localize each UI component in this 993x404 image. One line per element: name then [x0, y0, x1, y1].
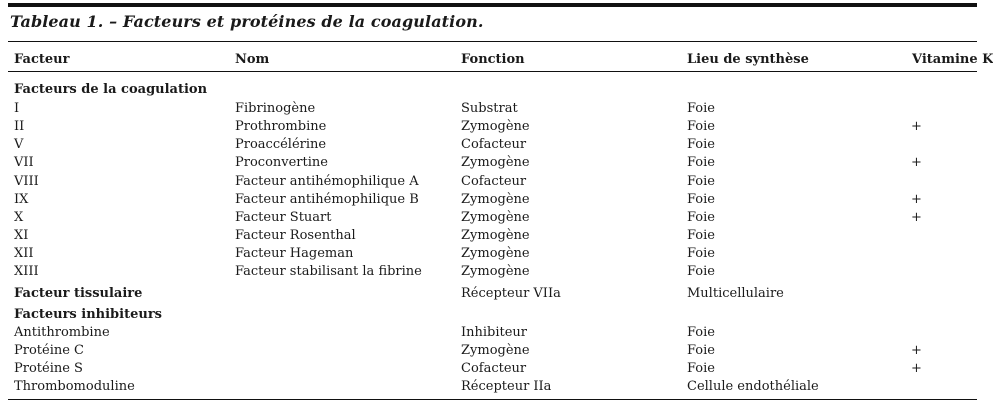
- cell-lieu: Foie: [687, 155, 715, 170]
- cell-lieu: Foie: [687, 210, 715, 225]
- top-rule: [8, 3, 977, 7]
- section-row: [0, 81, 977, 99]
- header-bottom-rule: [8, 71, 977, 72]
- cell-facteur: VIII: [14, 174, 39, 189]
- cell-nom: Facteur stabilisant la fibrine: [235, 264, 422, 279]
- cell-facteur: Antithrombine: [14, 325, 110, 340]
- cell-lieu: Foie: [687, 101, 715, 116]
- cell-vitk: +: [911, 361, 922, 376]
- table-row: [0, 360, 977, 378]
- cell-lieu: Foie: [687, 246, 715, 261]
- cell-lieu: Foie: [687, 174, 715, 189]
- cell-nom: Facteur antihémophilique A: [235, 174, 419, 189]
- section-title: Facteurs inhibiteurs: [14, 307, 162, 322]
- cell-vitk: +: [911, 192, 922, 207]
- cell-vitk: +: [911, 155, 922, 170]
- cell-fonction: Zymogène: [461, 343, 530, 358]
- cell-fonction: Substrat: [461, 101, 518, 116]
- cell-vitk: +: [911, 343, 922, 358]
- table-row: [0, 209, 977, 227]
- section-title: Facteurs de la coagulation: [14, 82, 208, 97]
- table-row: [0, 100, 977, 118]
- cell-nom: Facteur antihémophilique B: [235, 192, 419, 207]
- cell-vitk: +: [911, 210, 922, 225]
- table-row: [0, 245, 977, 263]
- cell-lieu: Foie: [687, 119, 715, 134]
- table-row: [0, 154, 977, 172]
- cell-nom: Proconvertine: [235, 155, 328, 170]
- cell-nom: Facteur Stuart: [235, 210, 332, 225]
- header-nom: Nom: [235, 52, 270, 67]
- cell-facteur: Thrombomoduline: [14, 379, 135, 394]
- cell-lieu: Foie: [687, 325, 715, 340]
- cell-lieu: Foie: [687, 264, 715, 279]
- cell-lieu: Multicellulaire: [687, 286, 784, 301]
- cell-facteur: VII: [14, 155, 34, 170]
- cell-lieu: Foie: [687, 361, 715, 376]
- cell-lieu: Foie: [687, 343, 715, 358]
- cell-facteur: XII: [14, 246, 34, 261]
- cell-nom: Facteur Rosenthal: [235, 228, 356, 243]
- cell-vitk: +: [911, 119, 922, 134]
- cell-fonction: Zymogène: [461, 192, 530, 207]
- cell-facteur: I: [14, 101, 20, 116]
- table-row: [0, 378, 977, 396]
- cell-nom: Prothrombine: [235, 119, 327, 134]
- cell-facteur: IX: [14, 192, 29, 207]
- cell-lieu: Foie: [687, 137, 715, 152]
- table-caption: Tableau 1. – Facteurs et protéines de la coagulation.: [10, 12, 484, 31]
- cell-lieu: Cellule endothéliale: [687, 379, 819, 394]
- cell-nom: Fibrinogène: [235, 101, 316, 116]
- table-row: [0, 342, 977, 360]
- header-fonction: Fonction: [461, 52, 525, 67]
- cell-facteur: X: [14, 210, 24, 225]
- cell-facteur: II: [14, 119, 25, 134]
- cell-fonction: Cofacteur: [461, 361, 527, 376]
- bottom-rule: [8, 399, 977, 400]
- table-row: [0, 136, 977, 154]
- table-row: [0, 324, 977, 342]
- cell-facteur: V: [14, 137, 24, 152]
- cell-fonction: Zymogène: [461, 264, 530, 279]
- cell-fonction: Cofacteur: [461, 174, 527, 189]
- cell-fonction: Zymogène: [461, 246, 530, 261]
- cell-fonction: Inhibiteur: [461, 325, 528, 340]
- cell-lieu: Foie: [687, 192, 715, 207]
- header-vitamine-k: Vitamine K: [912, 52, 993, 67]
- cell-facteur: Protéine C: [14, 343, 85, 358]
- cell-fonction: Cofacteur: [461, 137, 527, 152]
- table-row: [0, 118, 977, 136]
- cell-fonction: Récepteur VIIa: [461, 286, 561, 301]
- cell-fonction: Zymogène: [461, 119, 530, 134]
- cell-facteur: XIII: [14, 264, 39, 279]
- header-facteur: Facteur: [14, 52, 70, 67]
- header-lieu: Lieu de synthèse: [687, 52, 809, 67]
- cell-fonction: Zymogène: [461, 228, 530, 243]
- section-title: Facteur tissulaire: [14, 286, 143, 301]
- cell-nom: Facteur Hageman: [235, 246, 354, 261]
- table-row: [0, 227, 977, 245]
- cell-facteur: Protéine S: [14, 361, 83, 376]
- table-row: [0, 173, 977, 191]
- header-top-rule: [8, 41, 977, 42]
- cell-lieu: Foie: [687, 228, 715, 243]
- cell-fonction: Zymogène: [461, 155, 530, 170]
- cell-fonction: Récepteur IIa: [461, 379, 552, 394]
- cell-nom: Proaccélérine: [235, 137, 327, 152]
- cell-fonction: Zymogène: [461, 210, 530, 225]
- section-row: [0, 306, 977, 324]
- cell-facteur: XI: [14, 228, 29, 243]
- section-row: [0, 285, 977, 303]
- table-row: [0, 191, 977, 209]
- table-row: [0, 263, 977, 281]
